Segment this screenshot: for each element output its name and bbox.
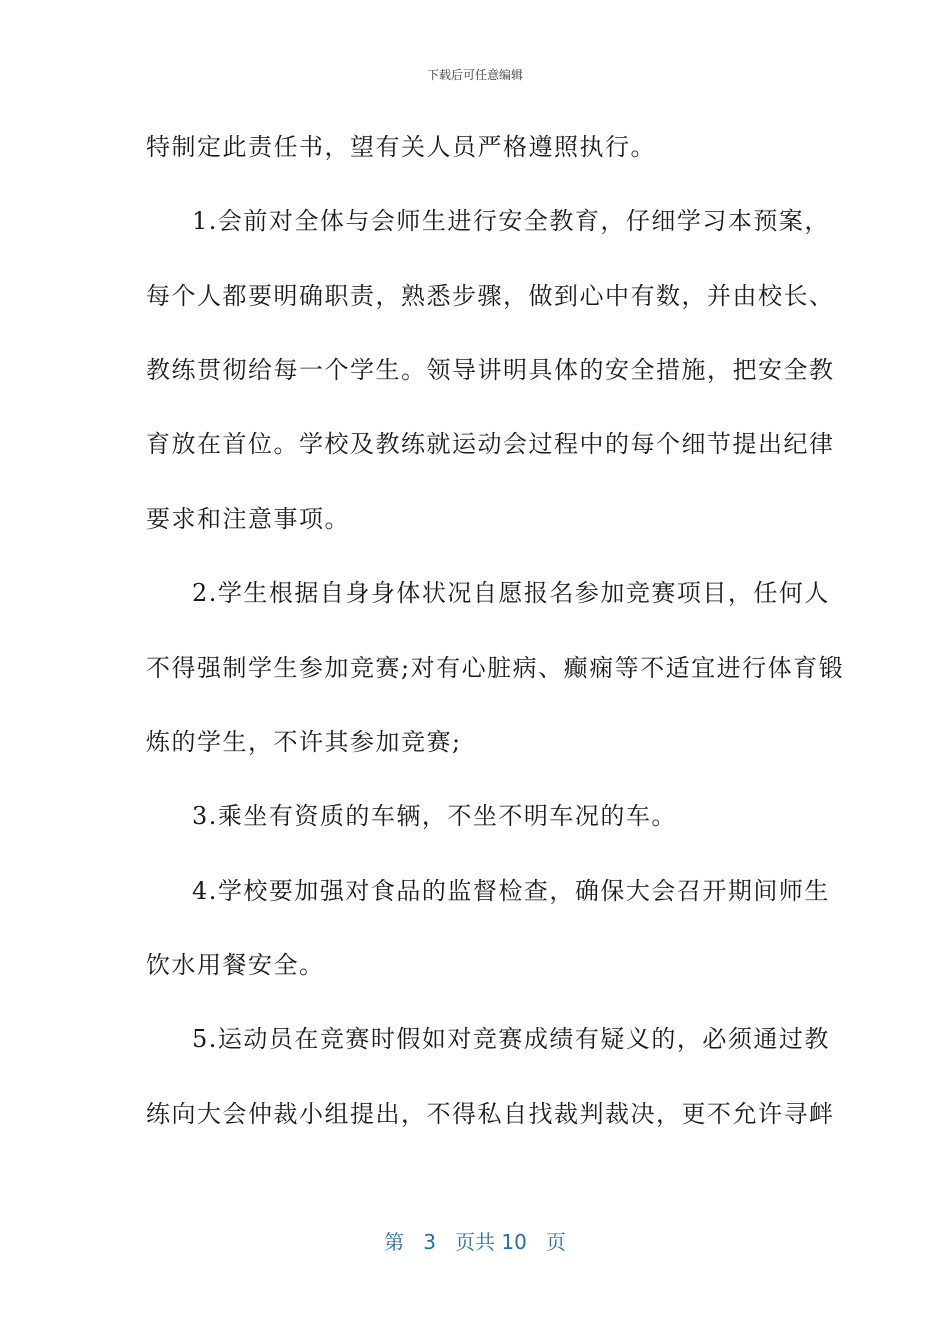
text-line: 4.学校要加强对食品的监督检查，确保大会召开期间师生 [192,877,830,905]
text-line: 每个人都要明确职责，熟悉步骤，做到心中有数，并由校长、 [146,282,835,310]
text-line: 练向大会仲裁小组提出，不得私自找裁判裁决，更不允许寻衅 [146,1100,835,1128]
text-line: 炼的学生，不许其参加竞赛; [146,728,462,756]
footer-total-pages: 10 [501,1230,527,1254]
page-footer [0,1226,950,1255]
text-line: 不得强制学生参加竞赛;对有心脏病、癫痫等不适宜进行体育锻 [146,654,845,682]
text-line: 教练贯彻给每一个学生。领导讲明具体的安全措施，把安全教 [146,356,835,384]
footer-prefix: 第 [384,1230,405,1254]
text-line: 育放在首位。学校及教练就运动会过程中的每个细节提出纪律 [146,430,835,458]
footer-suffix: 页 [545,1230,566,1254]
header-note: 下载后可任意编辑 [426,68,523,82]
text-line: 5.运动员在竞赛时假如对竞赛成绩有疑义的，必须通过教 [192,1025,830,1053]
text-line: 特制定此责任书，望有关人员严格遵照执行。 [146,133,656,161]
text-line: 2.学生根据自身身体状况自愿报名参加竞赛项目，任何人 [192,579,830,607]
footer-middle: 页共 [455,1230,495,1254]
text-line: 1.会前对全体与会师生进行安全教育，仔细学习本预案， [192,207,830,235]
footer-current-page: 3 [423,1230,436,1254]
text-line: 要求和注意事项。 [146,505,350,533]
text-line: 饮水用餐安全。 [146,951,325,979]
text-line: 3.乘坐有资质的车辆，不坐不明车况的车。 [192,802,677,830]
